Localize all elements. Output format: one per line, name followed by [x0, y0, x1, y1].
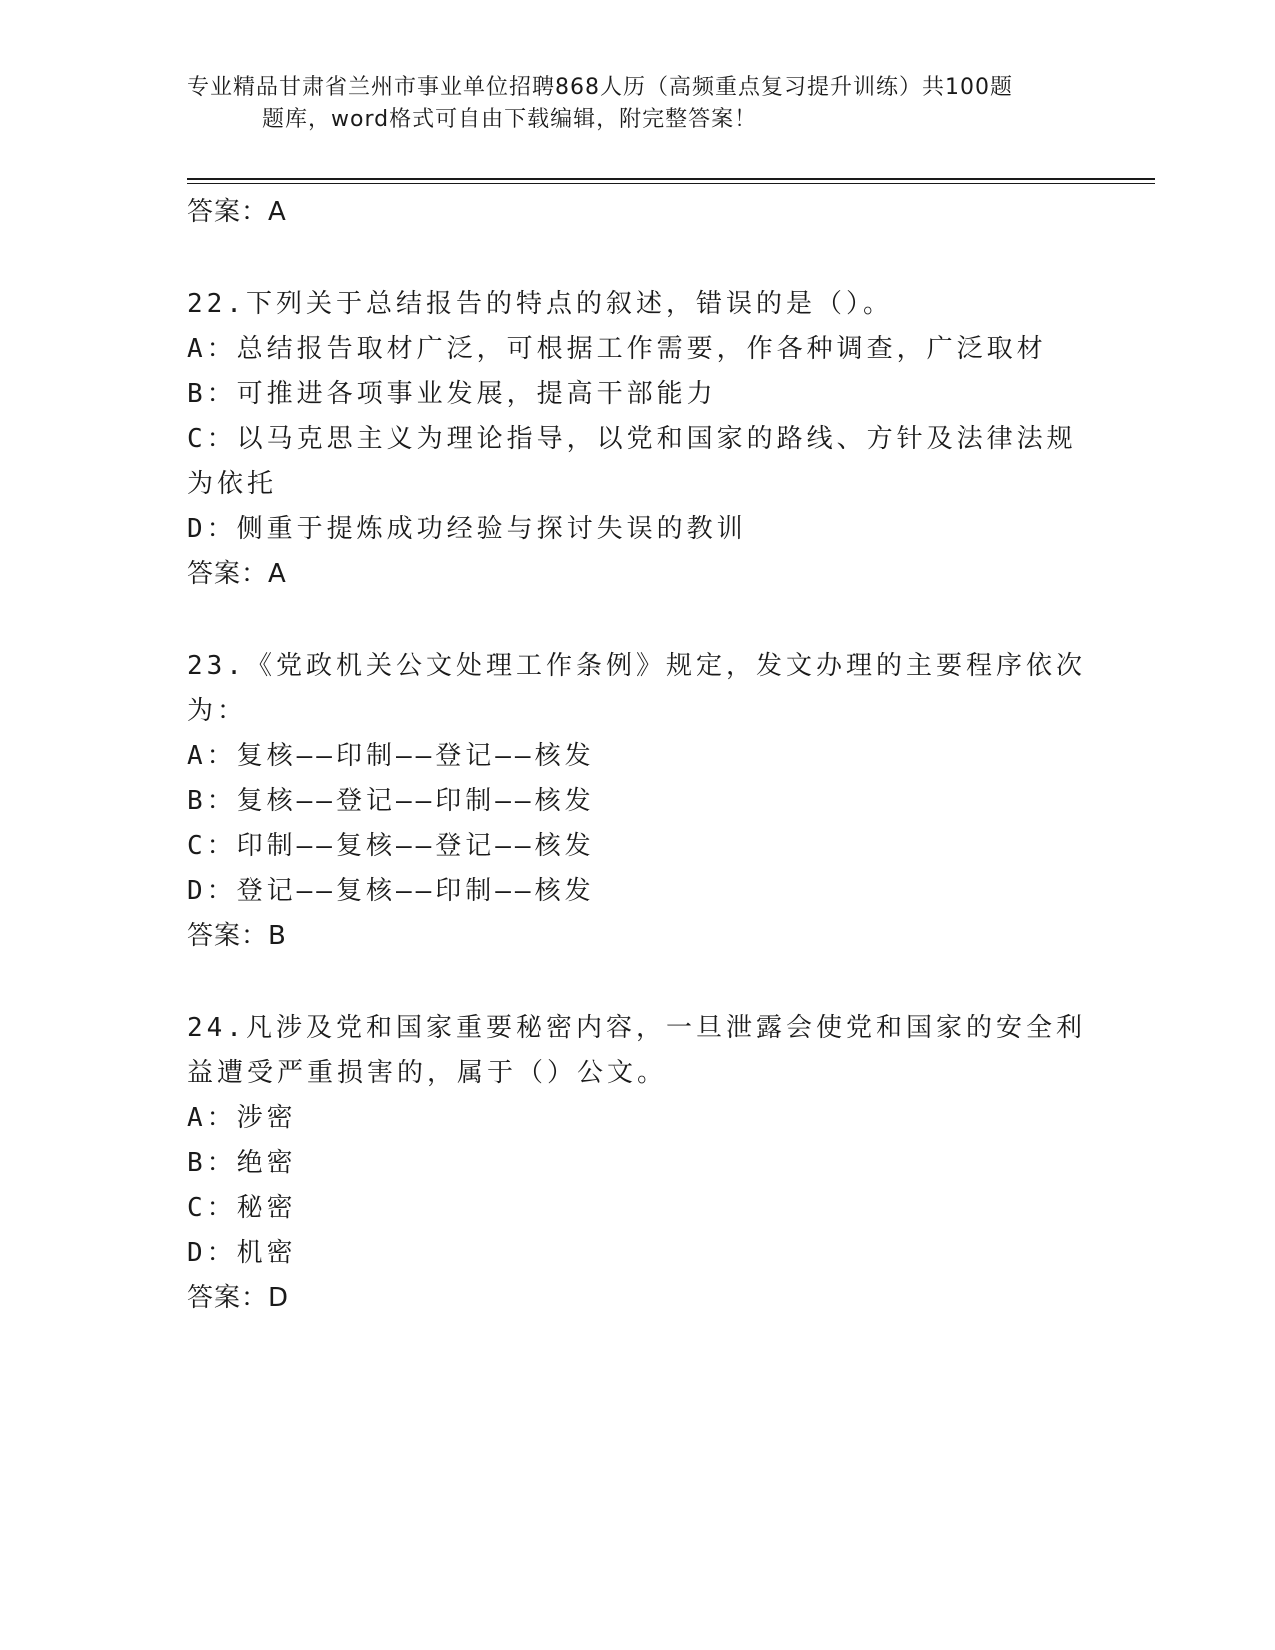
question-stem: 24.凡涉及党和国家重要秘密内容，一旦泄露会使党和国家的安全利益遭受严重损害的，属于（）公文。	[187, 1013, 1086, 1088]
question-22	[187, 282, 1087, 596]
option-c: C：印制——复核——登记——核发	[187, 831, 595, 861]
option-b: B：绝密	[187, 1148, 297, 1178]
question-24	[187, 1006, 1087, 1320]
question-23	[187, 644, 1087, 958]
option-c: C：秘密	[187, 1193, 297, 1223]
previous-answer: 答案：A	[187, 197, 287, 227]
header-title-line2: 题库，word格式可自由下载编辑，附完整答案！	[262, 107, 758, 132]
question-stem: 22.下列关于总结报告的特点的叙述，错误的是（）。	[187, 289, 893, 319]
option-d: D：侧重于提炼成功经验与探讨失误的教训	[187, 514, 747, 544]
option-d: D：登记——复核——印制——核发	[187, 876, 595, 906]
answer: 答案：B	[187, 921, 287, 951]
option-a: A：涉密	[187, 1103, 297, 1133]
document-body	[187, 190, 1087, 1320]
option-a: A：总结报告取材广泛，可根据工作需要，作各种调查，广泛取材	[187, 334, 1047, 364]
document-header	[187, 72, 1087, 136]
answer: 答案：A	[187, 559, 287, 589]
option-c: C：以马克思主义为理论指导，以党和国家的路线、方针及法律法规为依托	[187, 424, 1077, 499]
option-a: A：复核——印制——登记——核发	[187, 741, 595, 771]
answer: 答案：D	[187, 1283, 290, 1313]
option-d: D：机密	[187, 1238, 297, 1268]
question-stem: 23.《党政机关公文处理工作条例》规定，发文办理的主要程序依次为：	[187, 651, 1086, 726]
header-title-line1: 专业精品甘肃省兰州市事业单位招聘868人历（高频重点复习提升训练）共100题	[187, 75, 1013, 100]
option-b: B：复核——登记——印制——核发	[187, 786, 595, 816]
option-b: B：可推进各项事业发展，提高干部能力	[187, 379, 717, 409]
header-divider-thick	[187, 178, 1155, 180]
header-divider-thin	[187, 183, 1155, 184]
